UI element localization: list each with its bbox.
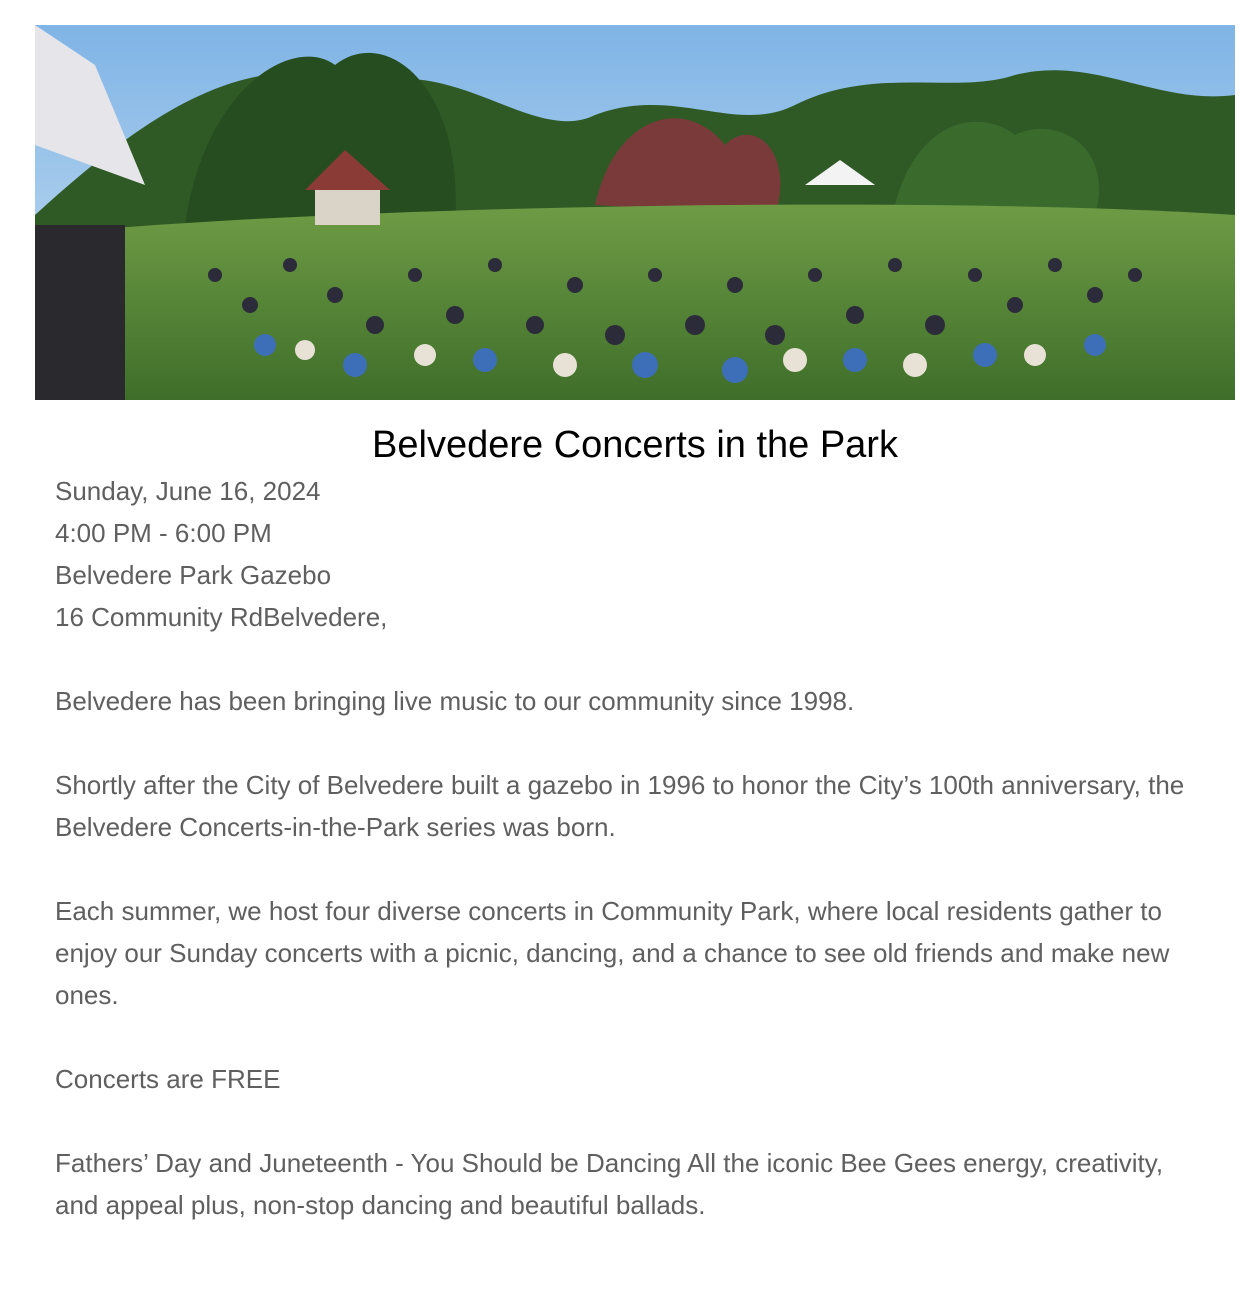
page-title: Belvedere Concerts in the Park <box>372 424 898 466</box>
featured-concert-paragraph: Fathers’ Day and Juneteenth - You Should be Dancing All the iconic Bee Gees energy, creativity, and appeal plus, non-stop dancing and beautiful ballads. <box>55 1148 1164 1220</box>
event-info-block <box>55 470 1205 638</box>
origin-paragraph: Shortly after the City of Belvedere built a gazebo in 1996 to honor the City’s 100th anniversary, the Belvedere Concerts-in-the-Park series was born. <box>55 770 1185 842</box>
summer-paragraph: Each summer, we host four diverse concerts in Community Park, where local residents gather to enjoy our Sunday concerts with a picnic, dancing, and a chance to see old friends and make new ones. <box>55 896 1170 1010</box>
event-time: 4:00 PM - 6:00 PM <box>55 518 272 548</box>
event-address: 16 Community RdBelvedere, <box>55 602 388 632</box>
event-details <box>55 470 1205 1268</box>
park-crowd-illustration <box>35 25 1235 400</box>
event-venue: Belvedere Park Gazebo <box>55 560 332 590</box>
event-date: Sunday, June 16, 2024 <box>55 476 321 506</box>
hero-photo <box>35 25 1235 400</box>
price-paragraph: Concerts are FREE <box>55 1064 281 1094</box>
history-paragraph: Belvedere has been bringing live music to our community since 1998. <box>55 686 855 716</box>
